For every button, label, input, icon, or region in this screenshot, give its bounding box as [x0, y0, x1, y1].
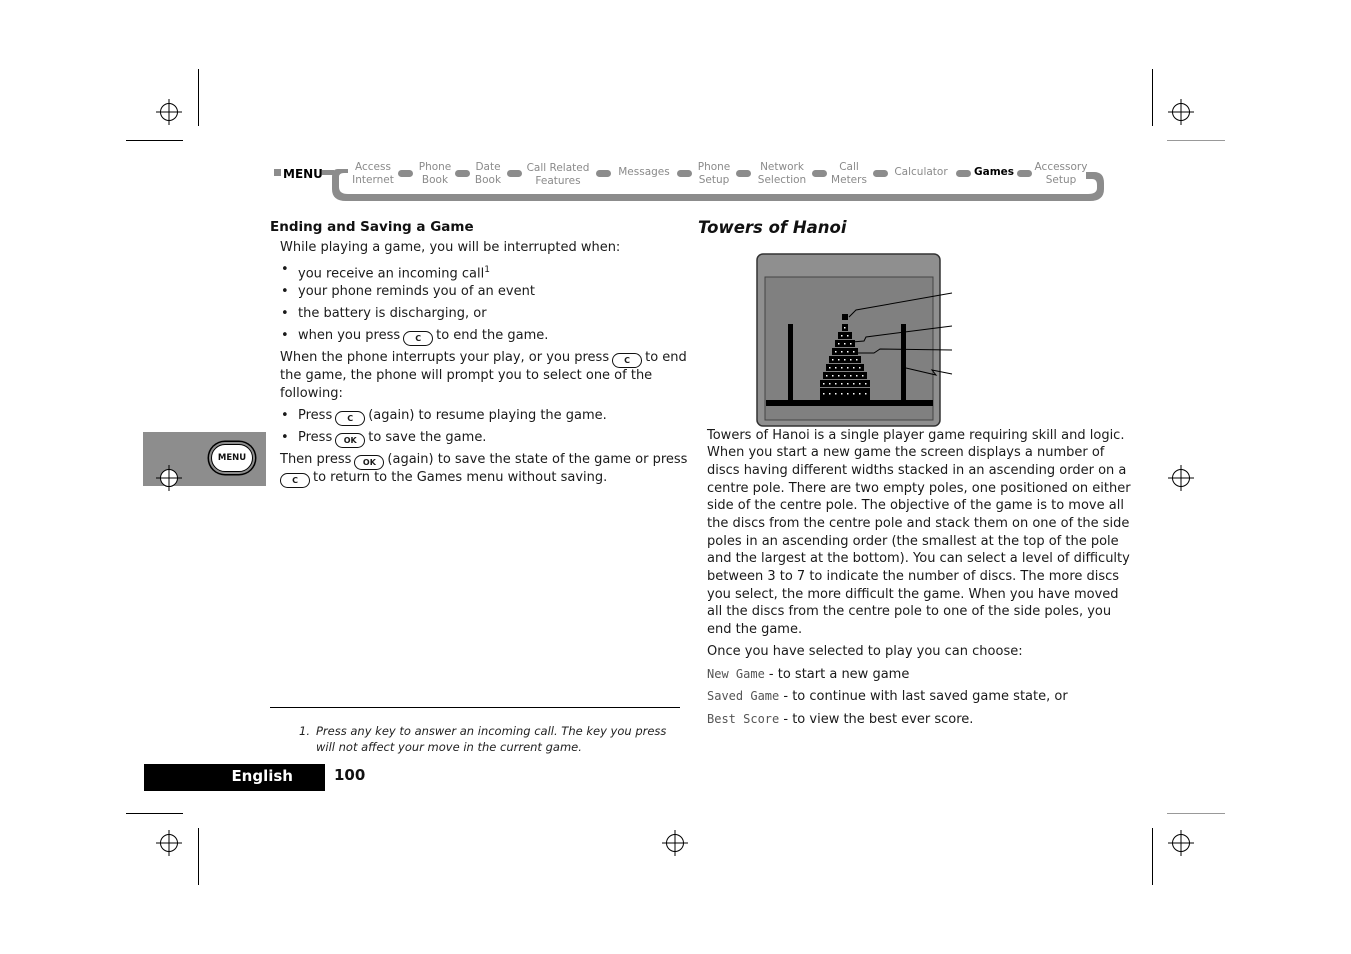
list-item: • when you press C to end the game. — [298, 327, 548, 346]
nav-item-call-related-features[interactable]: Call Related Features — [526, 162, 590, 187]
registration-mark-icon — [1168, 99, 1194, 125]
menu-label: MENU — [283, 167, 323, 181]
section-heading: Ending and Saving a Game — [270, 219, 474, 235]
towers-of-hanoi-screen-illustration — [756, 253, 956, 429]
footnote-line: will not affect your move in the current game. — [316, 740, 582, 754]
paragraph-line: you select, the more difficult the game. When you have moved — [707, 587, 1119, 602]
list-item: • Press C (again) to resume playing the game. — [298, 407, 607, 426]
registration-mark-icon — [1168, 830, 1194, 856]
nav-connector — [956, 170, 971, 177]
ok-key-icon: OK — [354, 455, 384, 470]
registration-mark-icon — [662, 830, 688, 856]
nav-item-messages[interactable]: Messages — [618, 166, 670, 178]
c-key-icon: C — [335, 411, 365, 426]
nav-item-network-selection[interactable]: Network Selection — [757, 161, 807, 186]
registration-mark-icon — [156, 465, 182, 491]
paragraph-line: discs having different widths stacked in an ascending order on a — [707, 463, 1127, 478]
nav-item-phone-setup[interactable]: Phone Setup — [697, 161, 731, 186]
footnote-number: 1. — [299, 724, 310, 738]
option-new-game: New Game - to start a new game — [707, 667, 910, 682]
paragraph-line: all the discs from the centre pole to one of the side poles, you — [707, 604, 1112, 619]
nav-connector — [736, 170, 751, 177]
footnote-line: Press any key to answer an incoming call. The key you press — [316, 724, 667, 738]
paragraph-line: Then press OK (again) to save the state of the game or press — [280, 451, 687, 470]
nav-connector — [596, 170, 611, 177]
paragraph-line: the discs from the centre pole and stack them on one of the side — [707, 516, 1130, 531]
nav-item-games[interactable]: Games — [973, 166, 1015, 178]
nav-connector — [873, 170, 888, 177]
nav-item-calculator[interactable]: Calculator — [894, 166, 948, 178]
nav-item-phone-book[interactable]: Phone Book — [418, 161, 452, 186]
c-key-icon: C — [280, 473, 310, 488]
paragraph-line: and the largest at the bottom). You can select a level of difficulty — [707, 551, 1130, 566]
paragraph-line: C to return to the Games menu without saving. — [277, 469, 607, 488]
registration-mark-icon — [1168, 465, 1194, 491]
paragraph-line: centre pole. There are two empty poles, one positioned on either — [707, 481, 1131, 496]
nav-connector — [507, 170, 522, 177]
list-item: • your phone reminds you of an event — [298, 283, 535, 301]
registration-mark-icon — [156, 830, 182, 856]
c-key-icon: C — [403, 331, 433, 346]
nav-item-date-book[interactable]: Date Book — [474, 161, 502, 186]
paragraph-line: end the game. — [707, 622, 803, 637]
c-key-icon: C — [612, 353, 642, 368]
paragraph-line: side of the centre pole. The objective of the game is to move all — [707, 498, 1124, 513]
list-item: • Press OK to save the game. — [298, 429, 486, 448]
nav-item-accessory-setup[interactable]: Accessory Setup — [1034, 161, 1088, 186]
paragraph-line: When you start a new game the screen displays a number of — [707, 445, 1105, 460]
registration-mark-icon — [156, 99, 182, 125]
list-item: • the battery is discharging, or — [298, 305, 487, 323]
nav-item-access-internet[interactable]: Access Internet — [352, 161, 394, 186]
nav-connector — [455, 170, 470, 177]
language-tab: English — [144, 764, 325, 791]
page-title: Towers of Hanoi — [698, 218, 847, 237]
nav-item-call-meters[interactable]: Call Meters — [831, 161, 867, 186]
footnote-rule — [270, 707, 680, 708]
intro-text: While playing a game, you will be interrupted when: — [280, 240, 621, 255]
choose-text: Once you have selected to play you can choose: — [707, 644, 1023, 659]
menu-button-icon: MENU — [211, 444, 253, 472]
option-saved-game: Saved Game - to continue with last saved game state, or — [707, 689, 1068, 704]
paragraph-line: following: — [280, 386, 343, 401]
nav-connector — [677, 170, 692, 177]
paragraph-line: the game, the phone will prompt you to select one of the — [280, 368, 653, 383]
list-item: • you receive an incoming call$^1$ — [298, 261, 490, 283]
paragraph-line: poles in an ascending order (the smallest at the top of the pole — [707, 534, 1119, 549]
option-best-score: Best Score - to view the best ever score. — [707, 712, 974, 727]
nav-connector — [1017, 170, 1032, 177]
page-number: 100 — [334, 766, 366, 784]
nav-connector — [398, 170, 413, 177]
paragraph-line: between 3 to 7 to indicate the number of discs. The more discs — [707, 569, 1120, 584]
paragraph-line: Towers of Hanoi is a single player game requiring skill and logic. — [707, 428, 1125, 443]
paragraph-line: When the phone interrupts your play, or you press C to end — [280, 349, 687, 368]
ok-key-icon: OK — [335, 433, 365, 448]
nav-connector — [812, 170, 827, 177]
